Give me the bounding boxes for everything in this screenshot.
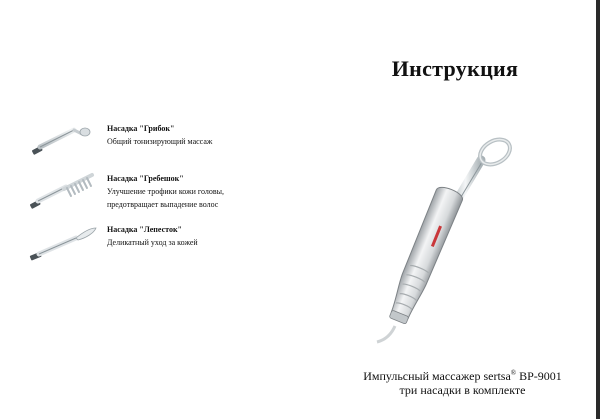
caption-line-2: три насадки в комплекте — [399, 383, 526, 397]
massager-device-icon — [355, 130, 535, 345]
attachment-name: Насадка "Грибок" — [107, 124, 175, 133]
attachment-description: Улучшение трофики кожи головы, — [107, 187, 225, 196]
attachment-description: Деликатный уход за кожей — [107, 238, 198, 247]
attachment-description: предотвращает выпадение волос — [107, 200, 219, 209]
mushroom-electrode-icon — [20, 120, 100, 160]
petal-electrode-icon — [20, 221, 100, 266]
caption-product-name: Импульсный массажер sertsa — [363, 369, 511, 383]
registered-mark: ® — [510, 369, 517, 377]
caption-line-1 — [330, 366, 595, 383]
product-caption — [330, 366, 595, 397]
comb-electrode-icon — [20, 170, 100, 215]
page-title: Инструкция — [391, 56, 519, 81]
page-edge-border — [596, 0, 600, 419]
attachment-name: Насадка "Гребешок" — [107, 174, 184, 183]
attachment-name: Насадка "Лепесток" — [107, 225, 182, 234]
attachment-description: Общий тонизирующий массаж — [107, 137, 213, 146]
caption-model: BP-9001 — [516, 369, 562, 383]
